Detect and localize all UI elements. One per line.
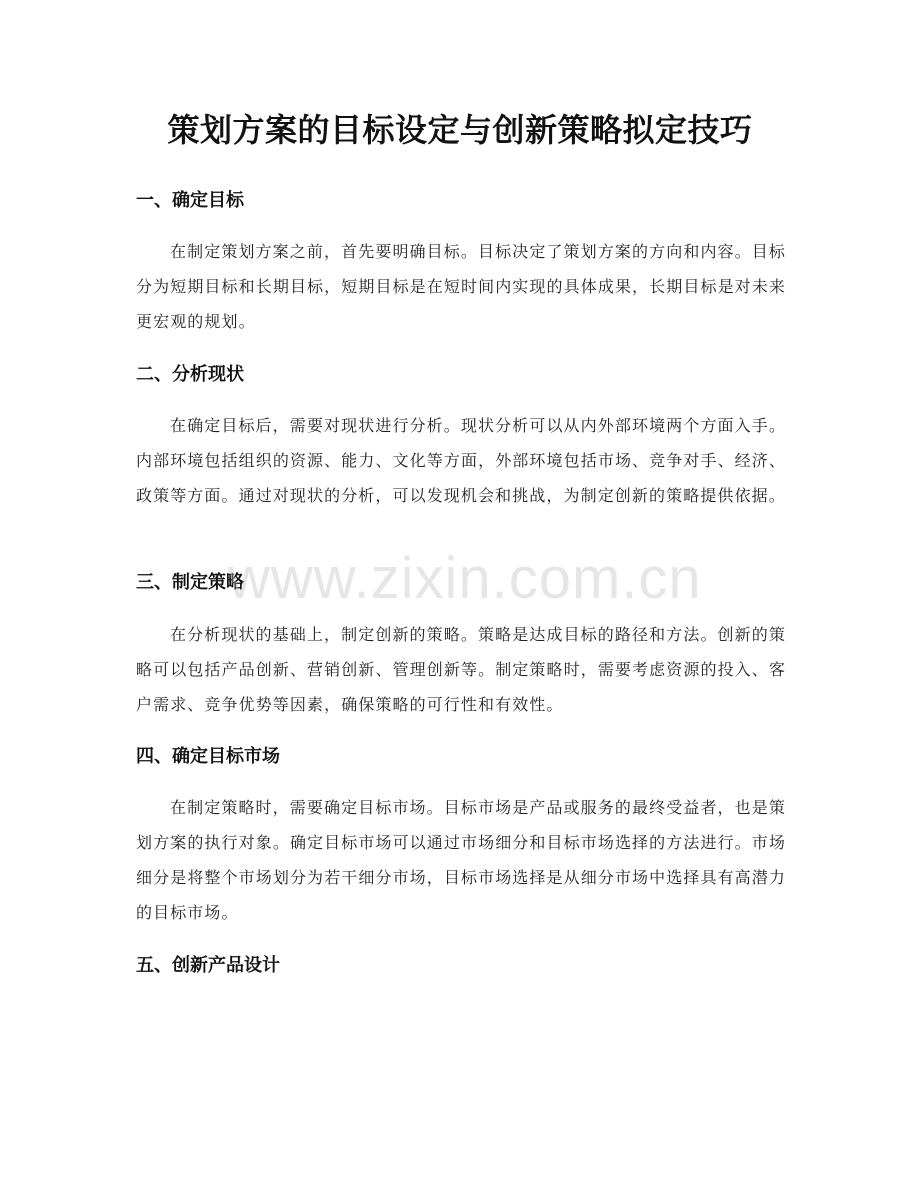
section-heading-2: 二、分析现状	[136, 364, 244, 385]
section-heading-5: 五、创新产品设计	[136, 955, 280, 976]
section-heading-3: 三、制定策略	[136, 572, 244, 593]
section-paragraph-2: 在确定目标后，需要对现状进行分析。现状分析可以从内外部环境两个方面入手。内部环境包括组织的资源、能力、文化等方面，外部环境包括市场、竞争对手、经济、政策等方面。通过对现状的分析，可以发现机会和挑战，为制定创新的策略提供依据。	[136, 416, 786, 505]
section-heading-4: 四、确定目标市场	[136, 746, 280, 767]
watermark-text: www.zixin.com.cn	[228, 546, 702, 611]
section-heading-1: 一、确定目标	[136, 190, 244, 211]
page-title: 策划方案的目标设定与创新策略拟定技巧	[167, 111, 753, 149]
section-paragraph-3: 在分析现状的基础上，制定创新的策略。策略是达成目标的路径和方法。创新的策略可以包括产品创新、营销创新、管理创新等。制定策略时，需要考虑资源的投入、客户需求、竞争优势等因素，确保策略的可行性和有效性。	[136, 625, 786, 714]
section-paragraph-4: 在制定策略时，需要确定目标市场。目标市场是产品或服务的最终受益者，也是策划方案的执行对象。确定目标市场可以通过市场细分和目标市场选择的方法进行。市场细分是将整个市场划分为若干细分市场，目标市场选择是从细分市场中选择具有高潜力的目标市场。	[136, 798, 786, 922]
section-paragraph-1: 在制定策划方案之前，首先要明确目标。目标决定了策划方案的方向和内容。目标分为短期目标和长期目标，短期目标是在短时间内实现的具体成果，长期目标是对未来更宏观的规划。	[136, 242, 786, 331]
